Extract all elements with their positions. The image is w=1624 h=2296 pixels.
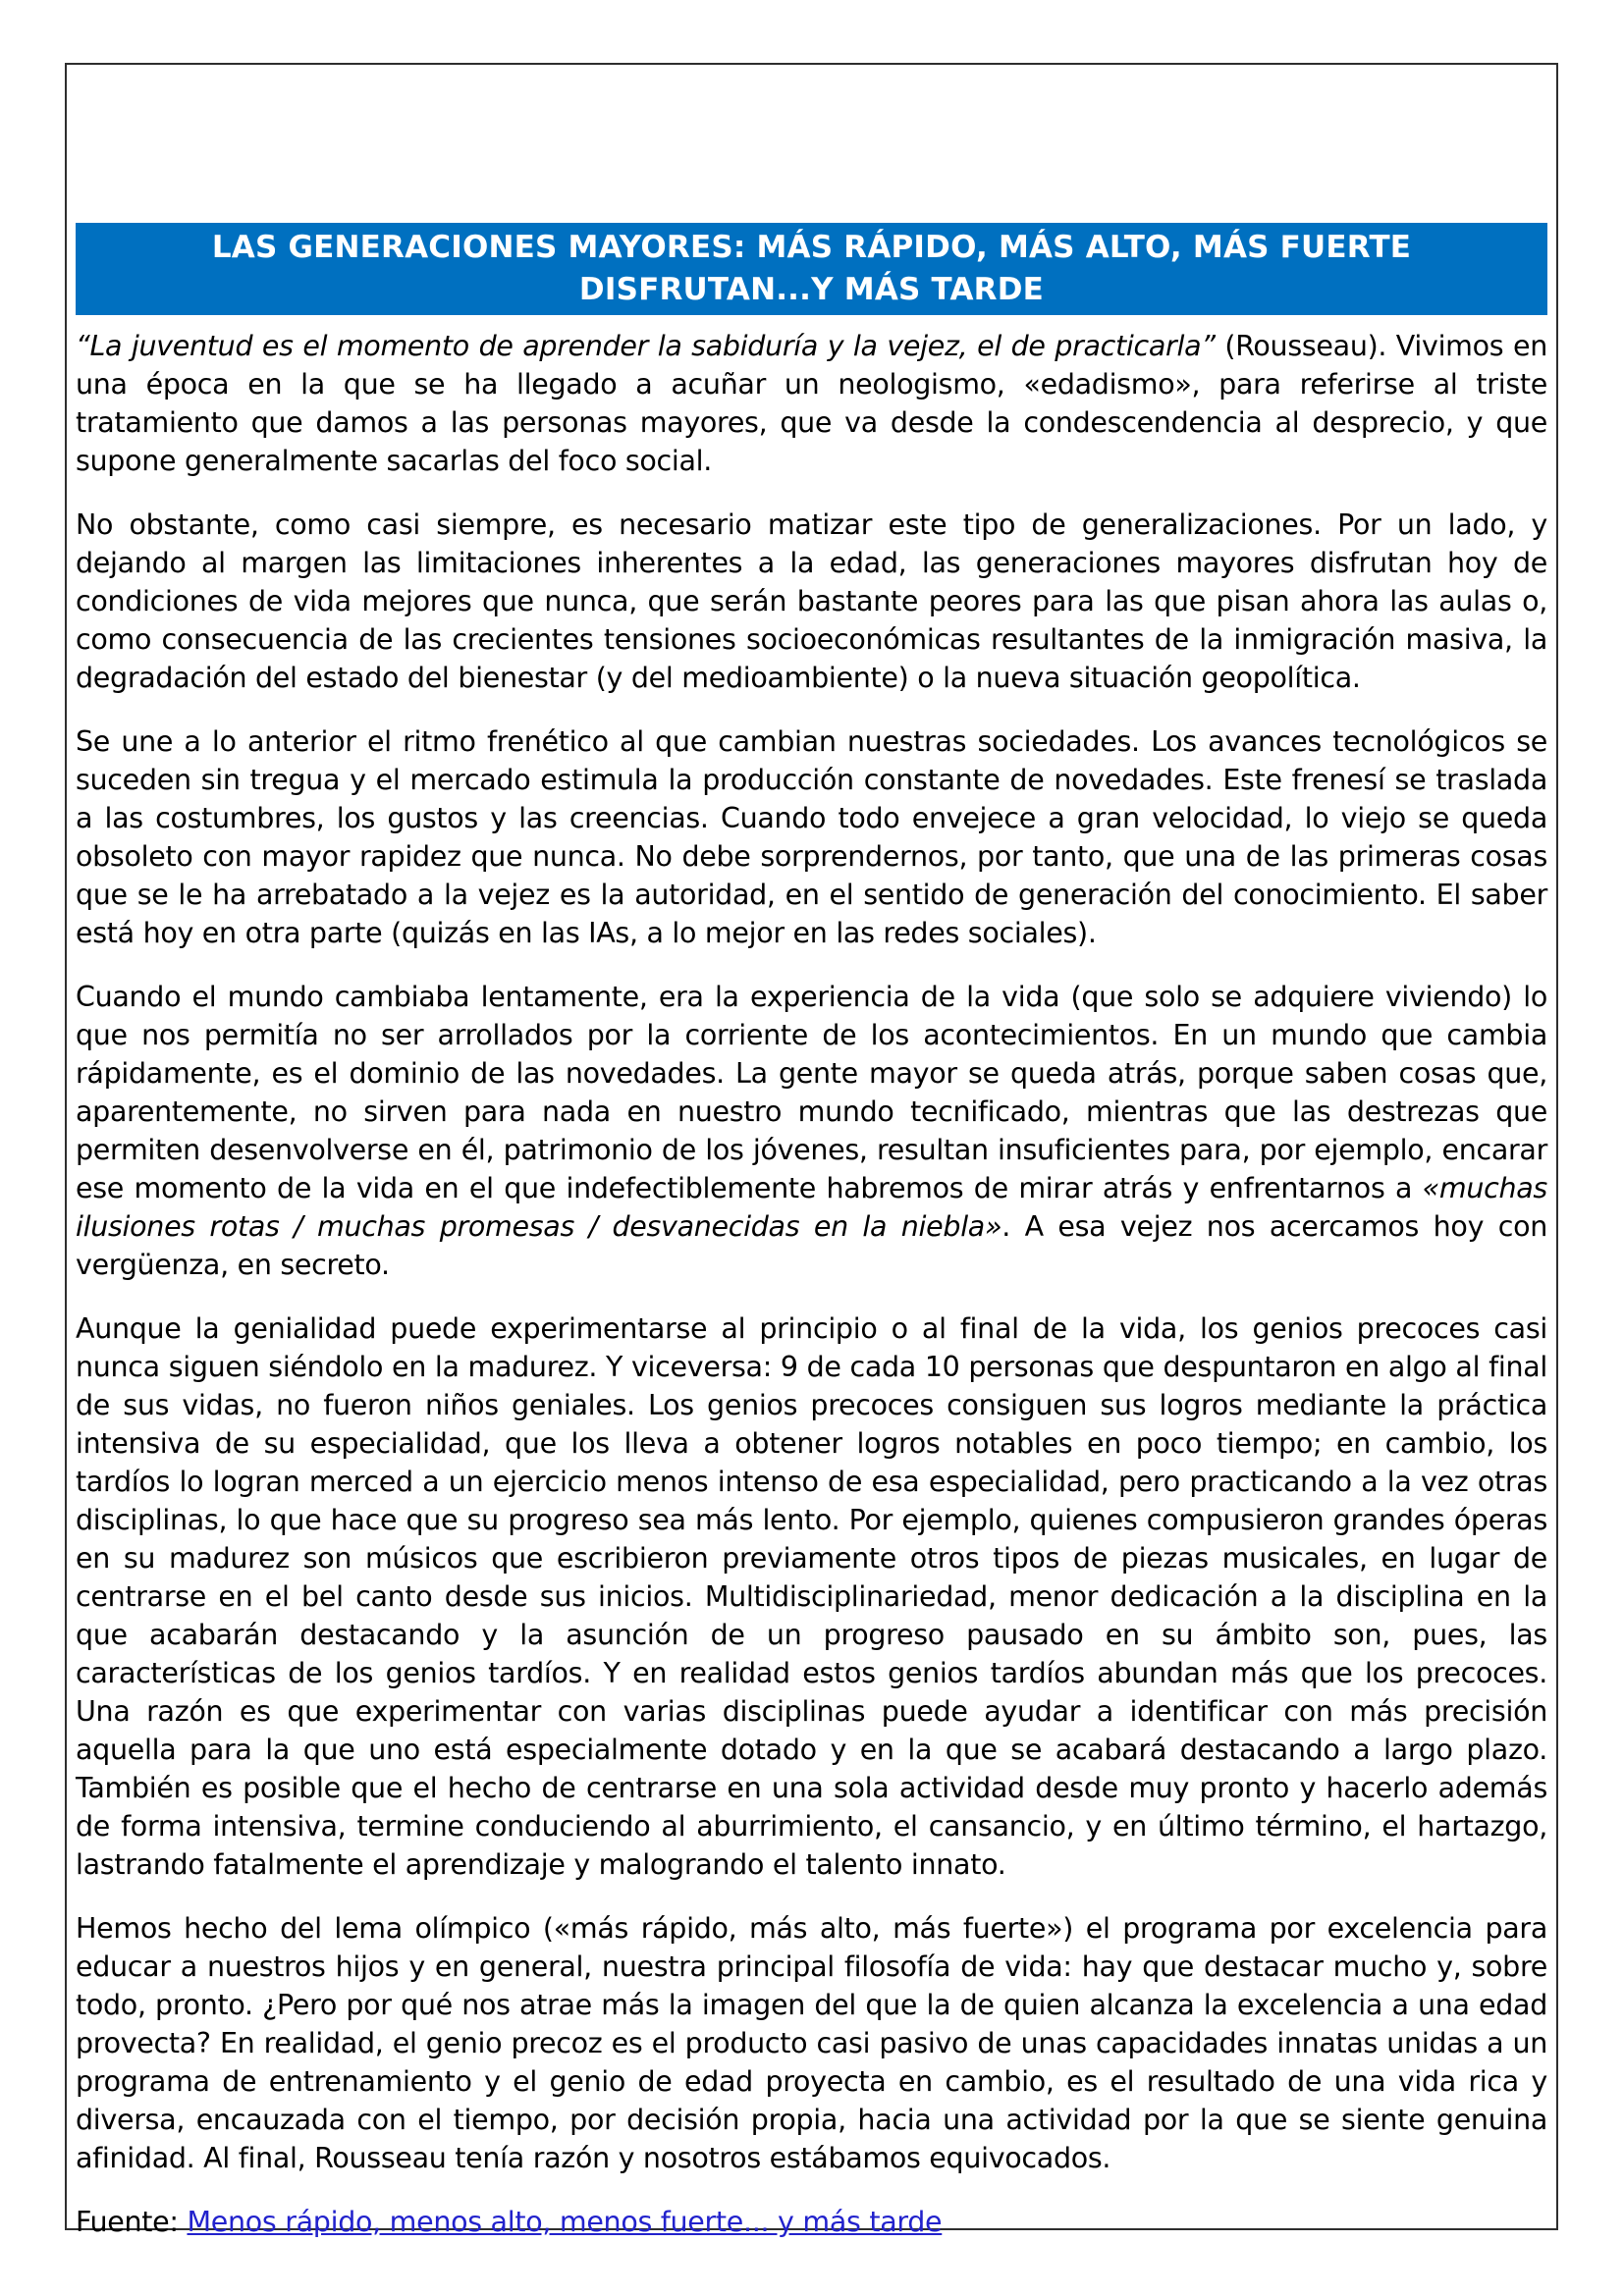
paragraph-mundo-cambiaba: [76, 978, 1547, 1284]
title-line-1: LAS GENERACIONES MAYORES: MÁS RÁPIDO, MÁS ALTO, MÁS FUERTE: [211, 230, 1412, 265]
source-line: [76, 2203, 1547, 2241]
paragraph-text: No obstante, como casi siempre, es necesario matizar este tipo de generalizaciones. Por un lado, y dejando al margen las limitaciones inherentes a la edad, las generaciones mayores disfrutan hoy de condiciones de vida mejores que nunca, que serán bastante peores para las que pisan ahora las aulas o, como consecuencia de las crecientes tensiones socioeconómicas resultantes de la inmigración masiva, la degradación del estado del bienestar (y del medioambiente) o la nueva situación geopolítica.: [76, 508, 1547, 694]
paragraph-ritmo-frenetico: [76, 722, 1547, 952]
paragraph-genialidad: [76, 1309, 1547, 1884]
paragraph-lema-olimpico: [76, 1909, 1547, 2177]
paragraph-text: (Rousseau). Vivimos en una época en la que se ha llegado a acuñar un neologismo, «edadismo», para referirse al triste tratamiento que damos a las personas mayores, que va desde la condescendencia al desprecio, y que supone generalmente sacarlas del foco social.: [76, 330, 1547, 477]
paragraph-text: Se une a lo anterior el ritmo frenético al que cambian nuestras sociedades. Los avances tecnológicos se suceden sin tregua y el mercado estimula la producción constante de novedades. Este frenesí se traslada a las costumbres, los gustos y las creencias. Cuando todo envejece a gran velocidad, lo viejo se queda obsoleto con mayor rapidez que nunca. No debe sorprendernos, por tanto, que una de las primeras cosas que se le ha arrebatado a la vejez es la autoridad, en el sentido de generación del conocimiento. El saber está hoy en otra parte (quizás en las IAs, a lo mejor en las redes sociales).: [76, 725, 1547, 949]
paragraph-text: Hemos hecho del lema olímpico («más rápido, más alto, más fuerte») el programa por excelencia para educar a nuestros hijos y en general, nuestra principal filosofía de vida: hay que destacar mucho y, sobre todo, pronto. ¿Pero por qué nos atrae más la imagen del que la de quien alcanza la excelencia a una edad provecta? En realidad, el genio precoz es el producto casi pasivo de unas capacidades innatas unidas a un programa de entrenamiento y el genio de edad proyecta en cambio, es el resultado de una vida rica y diversa, encauzada con el tiempo, por decisión propia, hacia una actividad por la que se siente genuina afinidad. Al final, Rousseau tenía razón y nosotros estábamos equivocados.: [76, 1912, 1547, 2174]
paragraph-text: Aunque la genialidad puede experimentarse al principio o al final de la vida, los genios precoces casi nunca siguen siéndolo en la madurez. Y viceversa: 9 de cada 10 personas que despuntaron en algo al final de sus vidas, no fueron niños geniales. Los genios precoces consiguen sus logros mediante la práctica intensiva de su especialidad, que los lleva a obtener logros notables en poco tiempo; en cambio, los tardíos lo logran merced a un ejercicio menos intenso de esa especialidad, pero practicando a la vez otras disciplinas, lo que hace que su progreso sea más lento. Por ejemplo, quienes compusieron grandes óperas en su madurez son músicos que escribieron previamente otros tipos de piezas musicales, en lugar de centrarse en el bel canto desde sus inicios. Multidisciplinariedad, menor dedicación a la disciplina en la que acabarán destacando y la asunción de un progreso pausado en su ámbito son, pues, las características de los genios tardíos. Y en realidad estos genios tardíos abundan más que los precoces. Una razón es que experimentar con varias disciplinas puede ayudar a identificar con más precisión aquella para la que uno está especialmente dotado y en la que se acabará destacando a largo plazo. También es posible que el hecho de centrarse en una sola actividad desde muy pronto y hacerlo además de forma intensiva, termine conduciendo al aburrimiento, el cansancio, y en último término, el hartazgo, lastrando fatalmente el aprendizaje y malogrando el talento innato.: [76, 1312, 1547, 1881]
paragraph-quote-rousseau: [76, 327, 1547, 480]
paragraph-text: Cuando el mundo cambiaba lentamente, era la experiencia de la vida (que solo se adquiere viviendo) lo que nos permitía no ser arrollados por la corriente de los acontecimientos. En un mundo que cambia rápidamente, es el dominio de las novedades. La gente mayor se queda atrás, porque saben cosas que, aparentemente, no sirven para nada en nuestro mundo tecnificado, mientras que las destrezas que permiten desenvolverse en él, patrimonio de los jóvenes, resultan insuficientes para, por ejemplo, encarar ese momento de la vida en el que indefectiblemente habremos de mirar atrás y enfrentarnos a: [76, 981, 1547, 1204]
title-line-2: DISFRUTAN...Y MÁS TARDE: [578, 272, 1045, 307]
niebla-quote-italic: «muchas ilusiones rotas / muchas promesas / desvanecidas en la niebla»: [76, 1172, 1547, 1243]
source-label: Fuente:: [76, 2206, 188, 2238]
page-border: [65, 63, 1558, 2238]
rousseau-quote-italic: “La juventud es el momento de aprender la sabiduría y la vejez, el de practicarla”: [76, 330, 1216, 362]
page-content: [67, 223, 1556, 2241]
paragraph-text: . A esa vejez nos acercamos hoy con vergüenza, en secreto.: [76, 1210, 1547, 1281]
title-banner: [76, 223, 1547, 315]
paragraph-matizar: [76, 506, 1547, 697]
source-link[interactable]: Menos rápido, menos alto, menos fuerte... y más tarde: [187, 2206, 943, 2238]
